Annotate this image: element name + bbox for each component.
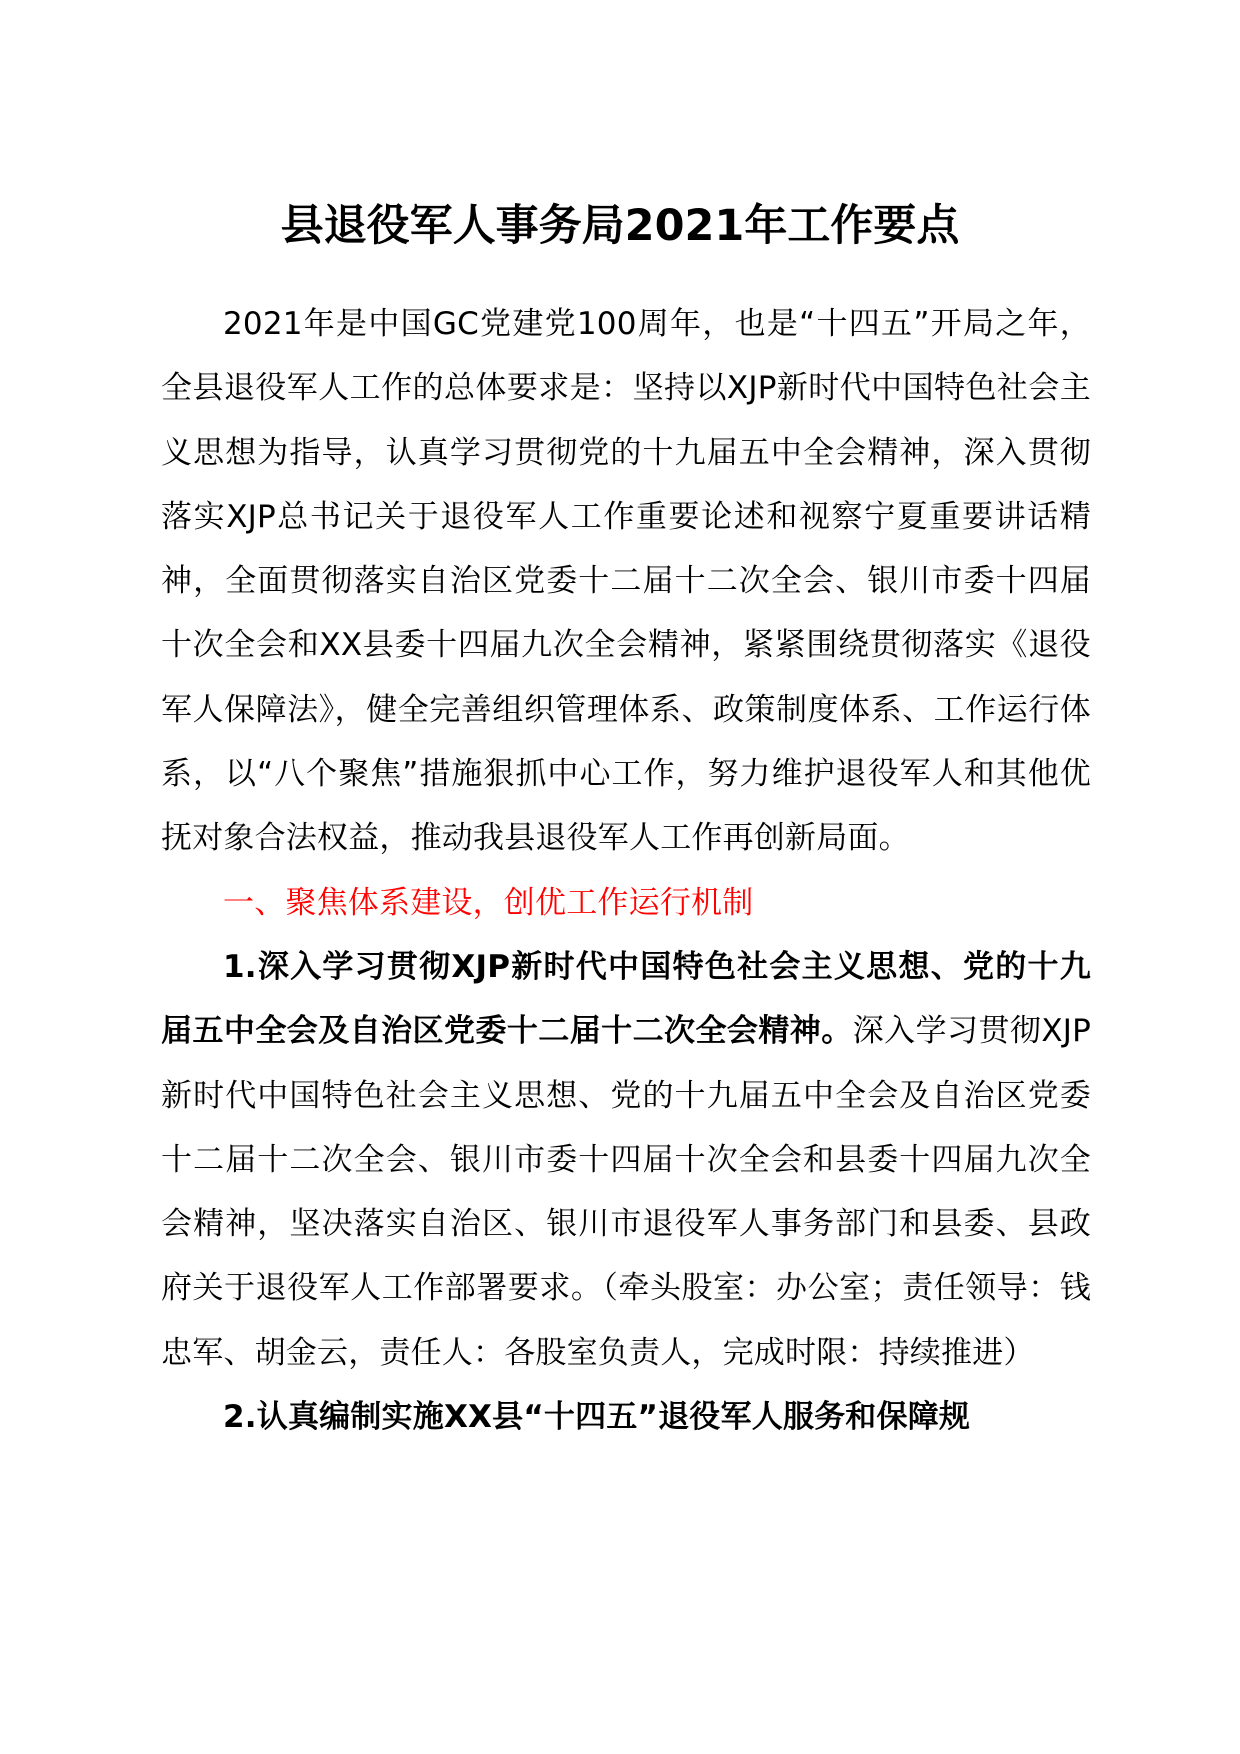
item-2-heading: 2.认真编制实施XX县“十四五”退役军人服务和保障规 [223, 1399, 971, 1436]
document-title: 县退役军人事务局2021年工作要点 [280, 201, 960, 251]
document-body [161, 292, 1091, 1449]
section-heading: 一、聚焦体系建设，创优工作运行机制 [223, 884, 754, 921]
item-1-text: 深入学习贯彻XJP新时代中国特色社会主义思想、党的十九届五中全会及自治区党委十二届十二次全会、银川市委十四届十次全会和县委十四届九次全会精神，坚决落实自治区、银川市退役军人事务部门和县委、县政府关于退役军人工作部署要求。（牵头股室：办公室；责任领导：钱忠军、胡金云，责任人：各股室负责人，完成时限：持续推进） [161, 1013, 1092, 1371]
item-1-paragraph [161, 935, 1091, 1385]
item-1-heading: 1.深入学习贯彻XJP新时代中国特色社会主义思想、党的十九届五中全会及自治区党委十二届十二次全会精神。 [161, 948, 1091, 1050]
intro-paragraph: 2021年是中国GC党建党100周年，也是“十四五”开局之年，全县退役军人工作的总体要求是：坚持以XJP新时代中国特色社会主义思想为指导，认真学习贯彻党的十九届五中全会精神，深入贯彻落实XJP总书记关于退役军人工作重要论述和视察宁夏重要讲话精神，全面贯彻落实自治区党委十二届十二次全会、银川市委十四届十次全会和XX县委十四届九次全会精神，紧紧围绕贯彻落实《退役军人保障法》，健全完善组织管理体系、政策制度体系、工作运行体系，以“八个聚焦”措施狠抓中心工作，努力维护退役军人和其他优抚对象合法权益，推动我县退役军人工作再创新局面。 [161, 306, 1091, 857]
